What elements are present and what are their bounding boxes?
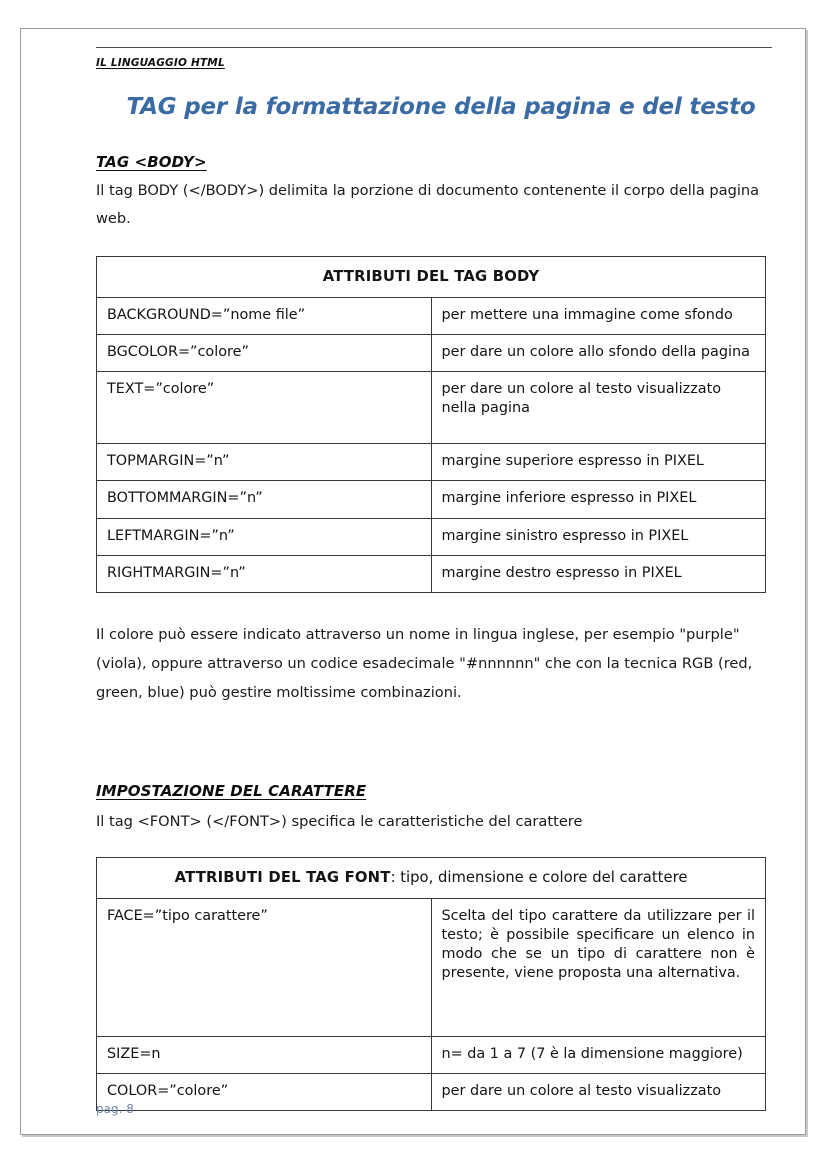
attribute-description: per dare un colore al testo visualizzato bbox=[431, 1074, 766, 1111]
page-content bbox=[96, 45, 772, 1111]
attribute-name: BOTTOMMARGIN=”n” bbox=[97, 481, 432, 518]
table-row bbox=[97, 372, 766, 444]
table-row bbox=[97, 1074, 766, 1111]
attribute-description: n= da 1 a 7 (7 è la dimensione maggiore) bbox=[431, 1037, 766, 1074]
attribute-name: BACKGROUND=”nome file” bbox=[97, 298, 432, 335]
attribute-description: Scelta del tipo carattere da utilizzare per il testo; è possibile specificare un elenco in modo che se un tipo di carattere non è presente, viene proposta una alternativa. bbox=[431, 899, 766, 1037]
table-attributi-tag-body bbox=[96, 256, 766, 593]
table-row bbox=[97, 298, 766, 335]
page-number-footer: pag. 8 bbox=[96, 1102, 134, 1116]
attribute-description: margine sinistro espresso in PIXEL bbox=[431, 518, 766, 555]
table-row bbox=[97, 899, 766, 1037]
attribute-name: LEFTMARGIN=”n” bbox=[97, 518, 432, 555]
table-header-row bbox=[97, 256, 766, 298]
attribute-name: RIGHTMARGIN=”n” bbox=[97, 555, 432, 592]
table-font-caption-bold: ATTRIBUTI DEL TAG FONT bbox=[174, 868, 391, 886]
table-font-caption bbox=[97, 857, 766, 899]
attribute-name: COLOR=”colore” bbox=[97, 1074, 432, 1111]
table-row bbox=[97, 518, 766, 555]
table-row bbox=[97, 335, 766, 372]
attribute-name: TOPMARGIN=”n” bbox=[97, 444, 432, 481]
section-impostazione-carattere bbox=[96, 781, 772, 800]
page-title: TAG per la formattazione della pagina e del testo bbox=[126, 94, 756, 120]
attribute-description: per dare un colore al testo visualizzato nella pagina bbox=[431, 372, 766, 444]
attribute-description: margine destro espresso in PIXEL bbox=[431, 555, 766, 592]
header-rule bbox=[96, 47, 772, 48]
attribute-name: SIZE=n bbox=[97, 1037, 432, 1074]
running-header-label: IL LINGUAGGIO HTML bbox=[96, 57, 225, 69]
table-body-caption: ATTRIBUTI DEL TAG BODY bbox=[97, 256, 766, 298]
table-header-row bbox=[97, 857, 766, 899]
running-header bbox=[96, 45, 772, 70]
table-row bbox=[97, 444, 766, 481]
section-tag-body bbox=[96, 152, 772, 171]
attribute-description: per dare un colore allo sfondo della pagina bbox=[431, 335, 766, 372]
section-heading-tag-body: TAG <BODY> bbox=[96, 153, 207, 171]
table-font-caption-rest: : tipo, dimensione e colore del carattere bbox=[390, 868, 688, 886]
attribute-name: BGCOLOR=”colore” bbox=[97, 335, 432, 372]
table-row bbox=[97, 481, 766, 518]
paragraph-colore: Il colore può essere indicato attraverso un nome in lingua inglese, per esempio "purple" (viola), oppure attraverso un codice esadecimale "#nnnnnn" che con la tecnica RGB (red, green, blue) può gestire moltissime combinazioni. bbox=[96, 625, 753, 701]
attribute-description: margine superiore espresso in PIXEL bbox=[431, 444, 766, 481]
table-row bbox=[97, 1037, 766, 1074]
paragraph-tag-body: Il tag BODY (</BODY>) delimita la porzione di documento contenente il corpo della pagina web. bbox=[96, 182, 760, 228]
attribute-name: TEXT=”colore” bbox=[97, 372, 432, 444]
attribute-description: per mettere una immagine come sfondo bbox=[431, 298, 766, 335]
document-page bbox=[20, 28, 806, 1135]
attribute-description: margine inferiore espresso in PIXEL bbox=[431, 481, 766, 518]
attribute-name: FACE=”tipo carattere” bbox=[97, 899, 432, 1037]
table-attributi-tag-font bbox=[96, 857, 766, 1112]
paragraph-tag-font: Il tag <FONT> (</FONT>) specifica le caratteristiche del carattere bbox=[96, 813, 583, 831]
table-row bbox=[97, 555, 766, 592]
section-heading-impostazione-carattere: IMPOSTAZIONE DEL CARATTERE bbox=[96, 782, 367, 801]
